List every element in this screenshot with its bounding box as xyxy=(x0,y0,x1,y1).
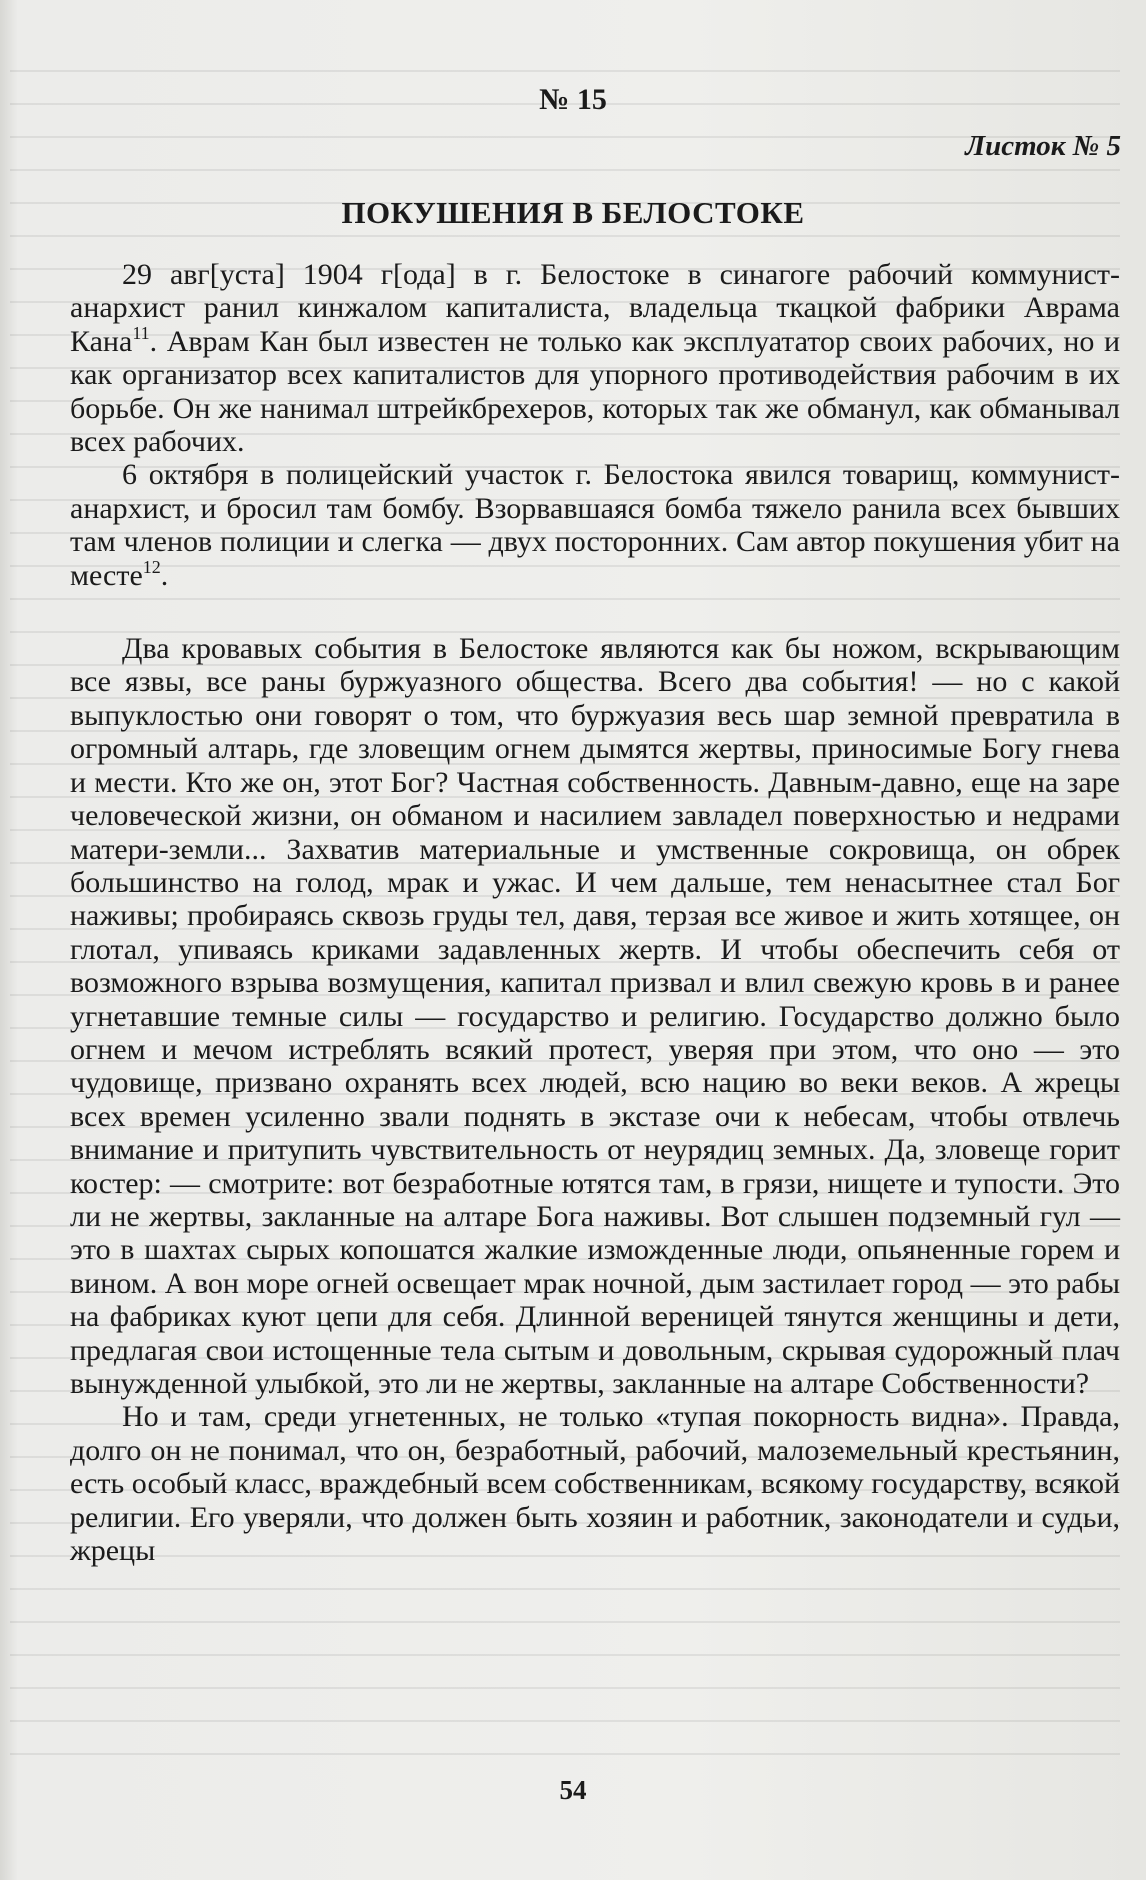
paragraph-2-text-cont: . xyxy=(160,558,169,592)
paragraph-2-text: 6 октября в полицейский участок г. Белостока явился товарищ, коммунист-анархист, и бросил там бомбу. Взорвавшаяся бомба тяжело ранила всех бывших там членов полиции и слегка — двух посторонних. Сам автор покушения убит на месте xyxy=(70,458,1120,592)
page-title: ПОКУШЕНИЯ В БЕЛОСТОКЕ xyxy=(341,195,805,230)
paragraph-3: Два кровавых события в Белостоке являются как бы ножом, вскрывающим все язвы, все раны буржуазного общества. Всего два события! — но с какой выпуклостью они говорят о том, что буржуазия весь шар земной превратила в огромный алтарь, где зловещим огнем дымятся жертвы, приносимые Богу гнева и мести. Кто же он, этот Бог? Частная собственность. Давным-давно, еще на заре человеческой жизни, он обманом и насилием завладел поверхностью и недрами матери-земли... Захватив материальные и умственные сокровища, он обрек большинство на голод, мрак и ужас. И чем дальше, тем ненасытнее стал Бог наживы; пробираясь сквозь груды тел, давя, терзая все живое и жить хотящее, он глотал, упиваясь криками задавленных жертв. И чтобы обеспечить себя от возможного взрыва возмущения, капитал призвал и влил свежую кровь в и ранее угнетавшие темные силы — государство и религию. Государство должно было огнем и мечом истреблять всякий протест, уверяя при этом, что оно — это чудовище, призвано охранять всех людей, всю нацию во веки веков. А жрецы всех времен усиленно звали поднять в экстазе очи к небесам, чтобы отвлечь внимание и притупить чувствительность от неурядиц земных. Да, зловеще горит костер: — смотрите: вот безработные ютятся там, в грязи, нищете и тупости. Это ли не жертвы, закланные на алтаре Бога наживы. Вот слышен подземный гул — это в шахтах сырых копошатся жалкие изможденные люди, опьяненные горем и вином. А вон море огней освещает мрак ночной, дым застилает город — это рабы на фабриках куют цепи для себя. Длинной вереницей тянутся женщины и дети, предлагая свои истощенные тела сытым и довольным, скрывая судорожный плач вынужденной улыбкой, это ли не жертвы, закланные на алтаре Собственности? xyxy=(70,632,1120,1400)
page-number: 54 xyxy=(559,1775,587,1805)
footnote-ref-12: 12 xyxy=(142,556,161,577)
paragraph-1 xyxy=(70,258,1120,458)
document-number: № 15 xyxy=(539,83,607,116)
paragraph-4: Но и там, среди угнетенных, не только «тупая покорность видна». Правда, долго он не понимал, что он, безработный, рабочий, малоземельный крестьянин, есть особый класс, враждебный всем собственникам, всякому государству, всякой религии. Его уверяли, что должен быть хозяин и работник, законодатели и судьи, жрецы xyxy=(70,1400,1120,1568)
paragraph-1-text: 29 авг[уста] 1904 г[ода] в г. Белостоке в синагоге рабочий коммунист-анархист ранил кинжалом капиталиста, владельца ткацкой фабрики Аврама Кана xyxy=(70,258,1120,358)
leaflet-number: Листок № 5 xyxy=(965,130,1121,162)
paragraph-2 xyxy=(70,458,1120,592)
paragraph-1-text-cont: . Аврам Кан был известен не только как эксплуататор своих рабочих, но и как организатор всех капиталистов для упорного противодействия рабочим в их борьбе. Он же нанимал штрейкбрехеров, которых так же обманул, как обманывал всех рабочих. xyxy=(70,324,1120,459)
footnote-ref-11: 11 xyxy=(132,322,150,343)
body-text xyxy=(70,258,1120,1567)
